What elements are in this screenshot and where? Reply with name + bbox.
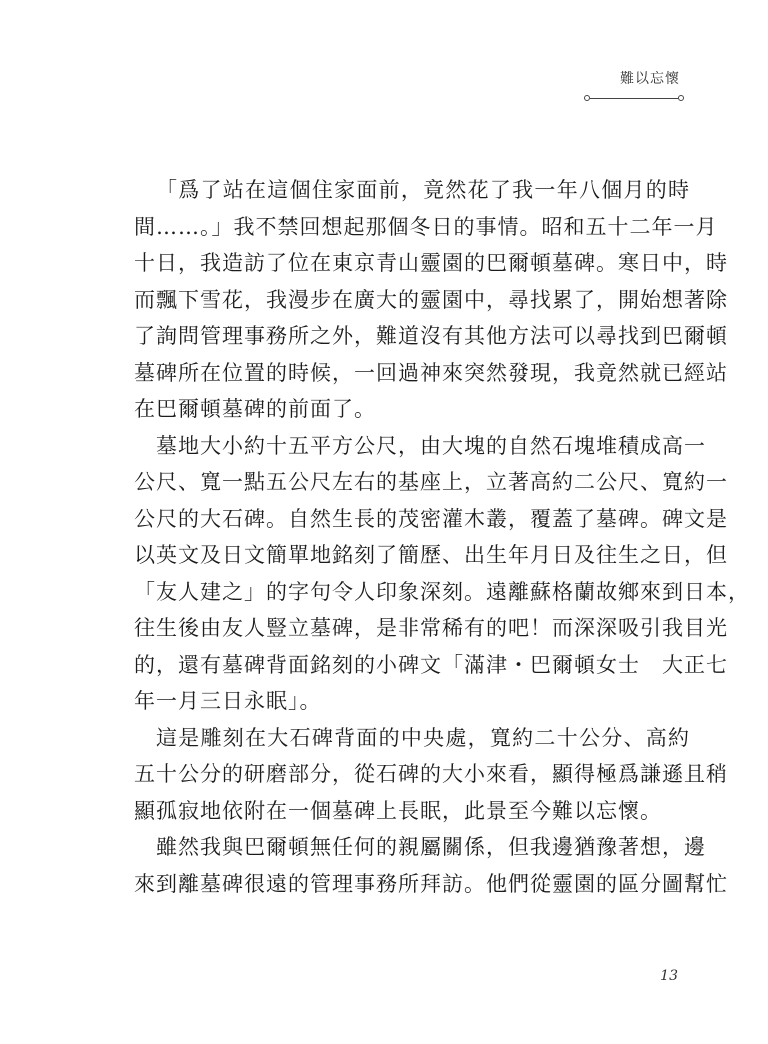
text-line: 公尺、寬一點五公尺左右的基座上，立著高約二公尺、寬約一: [134, 470, 728, 494]
text-line: 了詢問管理事務所之外，難道沒有其他方法可以尋找到巴爾頓: [134, 324, 728, 348]
text-line: 雖然我與巴爾頓無任何的親屬關係，但我邊猶豫著想，邊: [156, 835, 706, 859]
text-line: 墓碑所在位置的時候，一回過神來突然發現，我竟然就已經站: [134, 360, 728, 385]
running-header: [584, 70, 684, 104]
text-line: 以英文及日文簡單地銘刻了簡歷、出生年月日及往生之日，但: [134, 543, 728, 567]
rule-line: [590, 98, 678, 99]
text-line: 往生後由友人豎立墓碑，是非常稀有的吧！而深深吸引我目光: [134, 616, 728, 640]
text-line: 而飄下雪花，我漫步在廣大的靈園中，尋找累了，開始想著除: [134, 287, 728, 312]
text-line: 間……。」我不禁回想起那個冬日的事情。昭和五十二年一月: [134, 214, 718, 239]
text-line: 十日，我造訪了位在東京青山靈園的巴爾頓墓碑。寒日中，時: [134, 251, 728, 275]
text-line: 來到離墓碑很遠的管理事務所拜訪。他們從靈園的區分圖幫忙: [134, 871, 728, 896]
text-line: 公尺的大石碑。自然生長的茂密灌木叢，覆蓋了墓碑。碑文是: [134, 506, 728, 531]
page-number: 13: [660, 968, 678, 984]
text-line: 顯孤寂地依附在一個墓碑上長眠，此景至今難以忘懷。: [134, 798, 662, 823]
text-line: 墓地大小約十五平方公尺，由大塊的自然石塊堆積成高一: [156, 433, 706, 458]
header-rule-ornament: [584, 94, 684, 104]
text-line: 的，還有墓碑背面銘刻的小碑文「滿津・巴爾頓女士 大正七: [134, 652, 728, 677]
text-line: 「友人建之」的字句令人印象深刻。遠離蘇格蘭故鄉來到日本，: [134, 579, 750, 604]
text-line: 五十公分的研磨部分，從石碑的大小來看，顯得極爲謙遜且稍: [134, 762, 728, 786]
text-line: 在巴爾頓墓碑的前面了。: [134, 397, 376, 421]
text-line: 年一月三日永眠」。: [134, 689, 322, 713]
rule-end-circle-icon: [678, 95, 684, 101]
body-text: [134, 172, 750, 902]
text-line: 「爲了站在這個住家面前，竟然花了我一年八個月的時: [156, 178, 690, 202]
running-title: 難以忘懷: [620, 71, 680, 87]
text-line: 這是雕刻在大石碑背面的中央處，寬約二十公分、高約: [156, 725, 690, 750]
